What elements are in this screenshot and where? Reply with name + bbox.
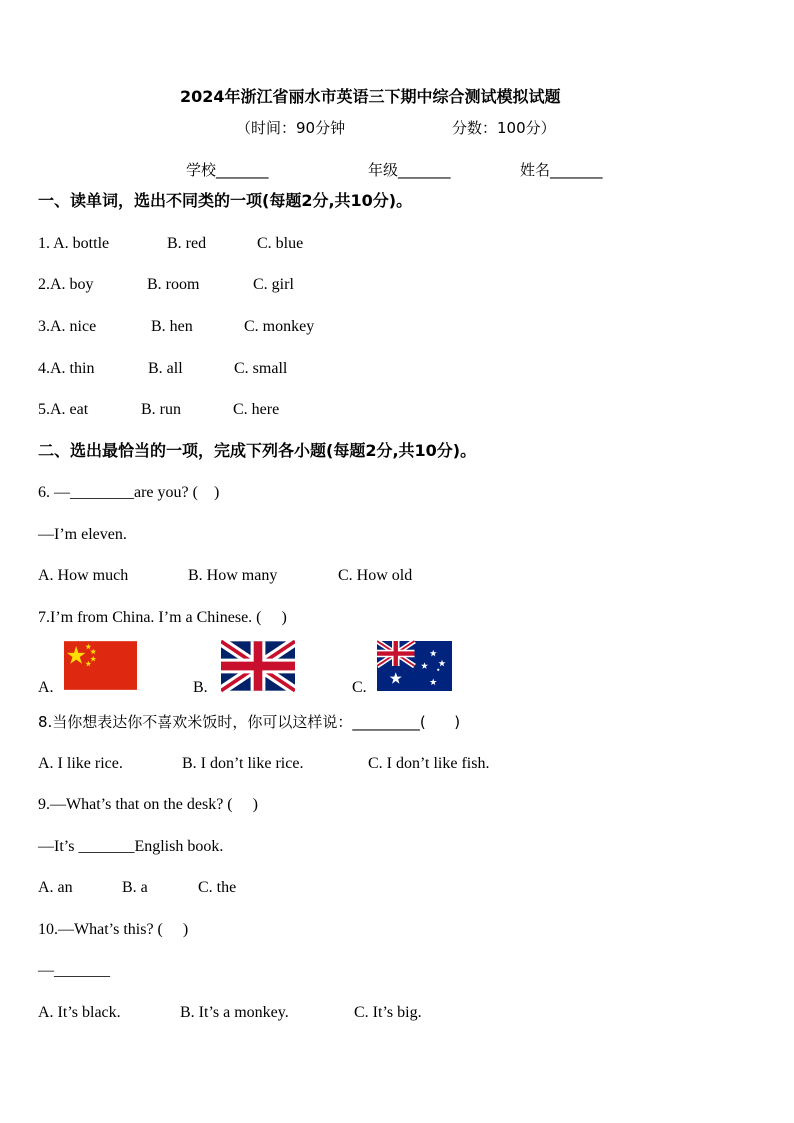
q1-option-a: 1. A. bottle — [38, 235, 110, 252]
q10-option-a: A. It’s black. — [38, 1004, 121, 1021]
q9-stem: 9.—What’s that on the desk? ( ) — [38, 796, 258, 813]
q1-option-b: B. red — [167, 235, 207, 252]
q7-option-b: B. — [193, 679, 208, 696]
q10-option-c: C. It’s big. — [354, 1004, 422, 1021]
q6-option-b: B. How many — [188, 567, 278, 584]
school-field[interactable]: 学校_______ — [186, 161, 269, 179]
china-flag-icon — [64, 639, 137, 692]
grade-field[interactable]: 年级_______ — [368, 161, 451, 179]
q9-answer-line: —It’s _______English book. — [38, 838, 224, 855]
q4-option-b: B. all — [148, 360, 183, 377]
q7-stem: 7.I’m from China. I’m a Chinese. ( ) — [38, 609, 287, 626]
exam-score: 分数：100分） — [452, 119, 556, 137]
section1-heading: 一、读单词，选出不同类的一项(每题2分,共10分)。 — [38, 191, 413, 210]
q8-option-a: A. I like rice. — [38, 755, 123, 772]
q6-option-a: A. How much — [38, 567, 129, 584]
q8-option-c: C. I don’t like fish. — [368, 755, 490, 772]
q6-answer-line: —I’m eleven. — [38, 526, 127, 543]
q1-option-c: C. blue — [257, 235, 304, 252]
q10-stem: 10.—What’s this? ( ) — [38, 921, 189, 938]
q2-option-c: C. girl — [253, 276, 294, 293]
q4-option-c: C. small — [234, 360, 288, 377]
q9-option-a: A. an — [38, 879, 73, 896]
q2-option-a: 2.A. boy — [38, 276, 94, 293]
q6-option-c: C. How old — [338, 567, 413, 584]
q5-option-a: 5.A. eat — [38, 401, 89, 418]
q3-option-b: B. hen — [151, 318, 193, 335]
q3-option-c: C. monkey — [244, 318, 315, 335]
q4-option-a: 4.A. thin — [38, 360, 95, 377]
q3-option-a: 3.A. nice — [38, 318, 97, 335]
q5-option-c: C. here — [233, 401, 280, 418]
name-field[interactable]: 姓名_______ — [520, 161, 603, 179]
q8-stem: 8.当你想表达你不喜欢米饭时，你可以这样说：_________( ) — [38, 713, 461, 731]
exam-time: （时间：90分钟 — [236, 119, 346, 137]
section2-heading: 二、选出最恰当的一项，完成下列各小题(每题2分,共10分)。 — [38, 441, 477, 460]
q6-stem: 6. —________are you? ( ) — [38, 484, 220, 501]
australia-flag-icon — [377, 639, 452, 693]
q9-option-b: B. a — [122, 879, 148, 896]
q7-option-a: A. — [38, 679, 54, 696]
uk-flag-icon — [221, 639, 295, 693]
q8-option-b: B. I don’t like rice. — [182, 755, 304, 772]
q9-option-c: C. the — [198, 879, 237, 896]
q5-option-b: B. run — [141, 401, 181, 418]
q7-option-c: C. — [352, 679, 367, 696]
q10-option-b: B. It’s a monkey. — [180, 1004, 289, 1021]
exam-title: 2024年浙江省丽水市英语三下期中综合测试模拟试题 — [180, 87, 561, 106]
q2-option-b: B. room — [147, 276, 200, 293]
q10-answer-line: —_______ — [38, 962, 110, 979]
